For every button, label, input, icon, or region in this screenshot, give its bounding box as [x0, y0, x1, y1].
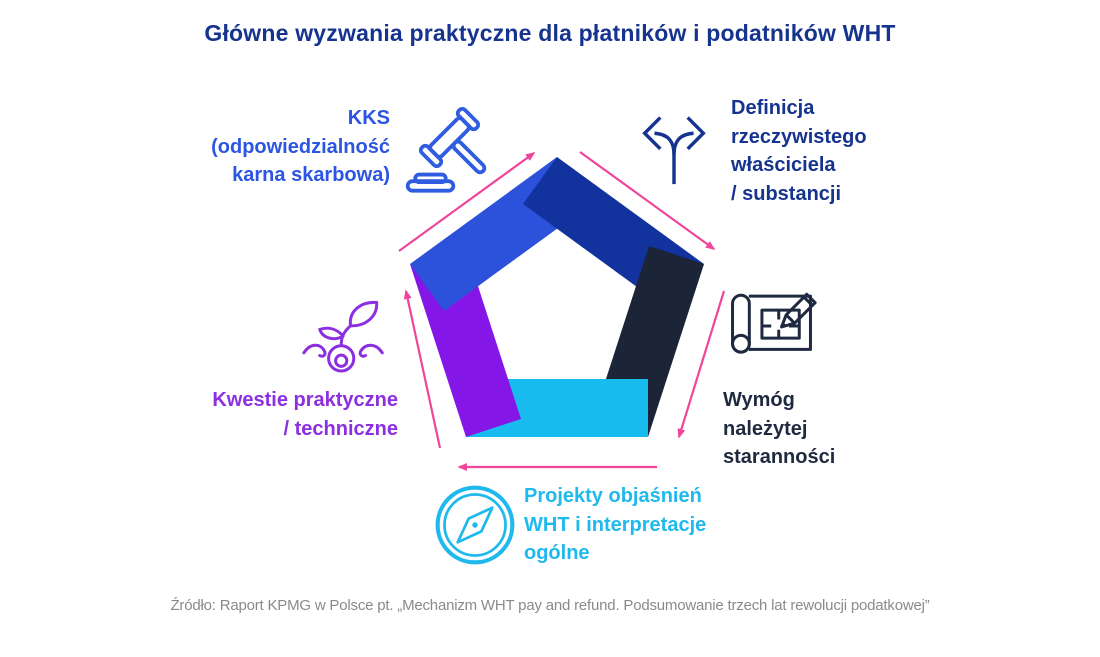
label-line: staranności — [723, 446, 836, 468]
label-line: ogólne — [524, 542, 590, 564]
label-line: Definicja — [731, 97, 815, 119]
label-line: / substancji — [731, 182, 842, 205]
label-line: (odpowiedzialność — [211, 135, 390, 158]
label-line: karna skarbowa) — [232, 164, 390, 186]
label-line: KKS — [347, 107, 390, 129]
source-note: Źródło: Raport KPMG w Polsce pt. „Mechanizm WHT pay and refund. Podsumowanie trzech lat rewolucji podatkowej” — [170, 597, 930, 614]
label-beneficial-owner — [731, 94, 971, 208]
label-line: WHT i interpretacje — [524, 513, 707, 536]
label-line: Kwestie praktyczne — [212, 389, 398, 411]
fork-road-icon — [630, 98, 718, 190]
label-kks — [150, 104, 390, 190]
label-line: / techniczne — [283, 417, 398, 440]
label-line: właściciela — [731, 154, 836, 176]
label-explanations — [524, 482, 784, 568]
label-line: należytej — [723, 417, 808, 440]
page-title: Główne wyzwania praktyczne dla płatników i podatników WHT — [204, 20, 896, 46]
label-due-diligence — [723, 386, 963, 472]
blueprint-pencil-icon — [728, 284, 822, 368]
label-line: Projekty objaśnień — [524, 485, 702, 507]
label-line: Wymóg — [723, 389, 795, 411]
gavel-icon — [402, 98, 497, 196]
label-line: rzeczywistego — [731, 125, 867, 148]
compass-icon — [434, 484, 516, 566]
sprout-icon — [297, 294, 391, 378]
label-practical — [158, 386, 398, 443]
